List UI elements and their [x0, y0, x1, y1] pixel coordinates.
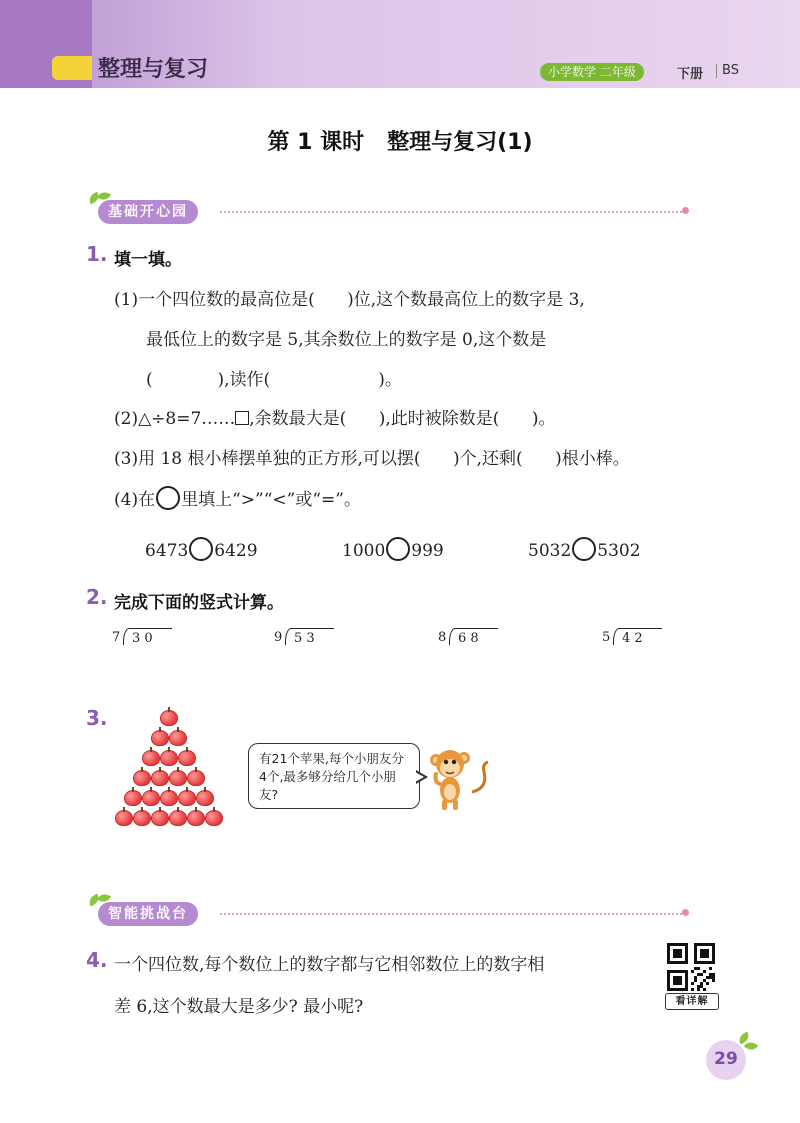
- apple-icon: [142, 750, 160, 766]
- apple-icon: [160, 790, 178, 806]
- q1-part4-text: (4)在: [114, 490, 156, 510]
- section-label: 基础开心园: [98, 200, 198, 224]
- apple-icon: [160, 710, 178, 726]
- apple-icon: [142, 790, 160, 806]
- dividend: 3 0: [132, 631, 153, 646]
- compare-circle: [386, 537, 410, 561]
- q1-part2-text: ,余数最大是( ),此时被除数是( )。: [249, 409, 556, 429]
- question-number: 4.: [86, 948, 108, 972]
- apple-icon: [169, 770, 187, 786]
- question-title: 完成下面的竖式计算。: [114, 593, 284, 613]
- apple-icon: [151, 810, 169, 826]
- apple-icon: [124, 790, 142, 806]
- dividend: 4 2: [622, 631, 643, 646]
- bubble-tail-inner: [415, 772, 424, 782]
- apple-icon: [160, 750, 178, 766]
- header-divider: [716, 64, 717, 78]
- apple-icon: [115, 810, 133, 826]
- question-title: 填一填。: [114, 250, 182, 270]
- section-basic: [84, 200, 696, 224]
- q4-line1: 一个四位数,每个数位上的数字都与它相邻数位上的数字相: [114, 955, 545, 975]
- compare-right: 999: [411, 541, 444, 561]
- compare-right: 6429: [214, 541, 258, 561]
- section-end-dot: [682, 207, 689, 214]
- volume-label: 下册: [677, 67, 704, 82]
- apple-icon: [178, 790, 196, 806]
- section-challenge: [84, 902, 696, 926]
- compare-circle: [572, 537, 596, 561]
- chapter-title: 整理与复习: [98, 57, 209, 82]
- long-division: [602, 628, 662, 648]
- compare-circle: [189, 537, 213, 561]
- page-number: 29: [714, 1049, 738, 1069]
- comparison-item: [342, 537, 444, 561]
- dividend: 5 3: [294, 631, 315, 646]
- comparison-item: [528, 537, 641, 561]
- monkey-icon: [428, 742, 492, 812]
- compare-left: 5032: [528, 541, 572, 561]
- compare-right: 5302: [597, 541, 641, 561]
- apple-icon: [169, 810, 187, 826]
- compare-left: 6473: [145, 541, 189, 561]
- q1-part2: [114, 404, 555, 429]
- divisor: 7: [112, 630, 121, 645]
- apple-icon: [205, 810, 223, 826]
- header-marker: [52, 56, 92, 80]
- divisor: 5: [602, 630, 611, 645]
- question-number: 1.: [86, 242, 108, 266]
- apple-icon: [133, 770, 151, 786]
- question-number: 2.: [86, 585, 108, 609]
- q1-part4: [114, 485, 361, 510]
- qr-code-icon[interactable]: [667, 943, 715, 991]
- dividend: 6 8: [458, 631, 479, 646]
- long-division: [274, 628, 334, 648]
- square-blank: [235, 411, 249, 425]
- apple-icon: [151, 770, 169, 786]
- q4-line2: 差 6,这个数最大是多少? 最小呢?: [114, 997, 364, 1017]
- comparison-item: [145, 537, 258, 561]
- divisor: 8: [438, 630, 447, 645]
- q1-part2-text: (2)△÷8=7……: [114, 409, 236, 429]
- compare-left: 1000: [342, 541, 386, 561]
- edition-label: BS: [722, 63, 739, 78]
- long-division: [112, 628, 172, 648]
- q1-part1-line1: (1)一个四位数的最高位是( )位,这个数最高位上的数字是 3,: [114, 290, 585, 310]
- speech-bubble: [248, 743, 420, 809]
- bubble-text: 有21个苹果,每个小朋友分4个,最多够分给几个小朋友?: [259, 751, 404, 802]
- apple-icon: [178, 750, 196, 766]
- apple-icon: [187, 810, 205, 826]
- q1-part4-text: 里填上“>”“<”或“=”。: [181, 490, 361, 510]
- section-label: 智能挑战台: [98, 902, 198, 926]
- q1-part1-line2: 最低位上的数字是 5,其余数位上的数字是 0,这个数是: [146, 330, 547, 350]
- section-divider: [220, 913, 682, 915]
- apple-icon: [169, 730, 187, 746]
- apple-icon: [151, 730, 169, 746]
- long-division: [438, 628, 498, 648]
- divisor: 9: [274, 630, 283, 645]
- compare-circle: [156, 486, 180, 510]
- q1-part3: (3)用 18 根小棒摆单独的正方形,可以摆( )个,还剩( )根小棒。: [114, 449, 630, 469]
- question-number: 3.: [86, 706, 108, 730]
- apple-icon: [187, 770, 205, 786]
- q1-part1-line3: ( ),读作( )。: [146, 370, 402, 390]
- apple-icon: [196, 790, 214, 806]
- qr-caption[interactable]: 看详解: [665, 993, 719, 1010]
- section-end-dot: [682, 909, 689, 916]
- lesson-title: 第 1 课时 整理与复习(1): [267, 130, 533, 155]
- grade-badge: 小学数学 二年级: [540, 63, 644, 81]
- apple-icon: [133, 810, 151, 826]
- section-divider: [220, 211, 682, 213]
- apple-pyramid: [108, 706, 228, 836]
